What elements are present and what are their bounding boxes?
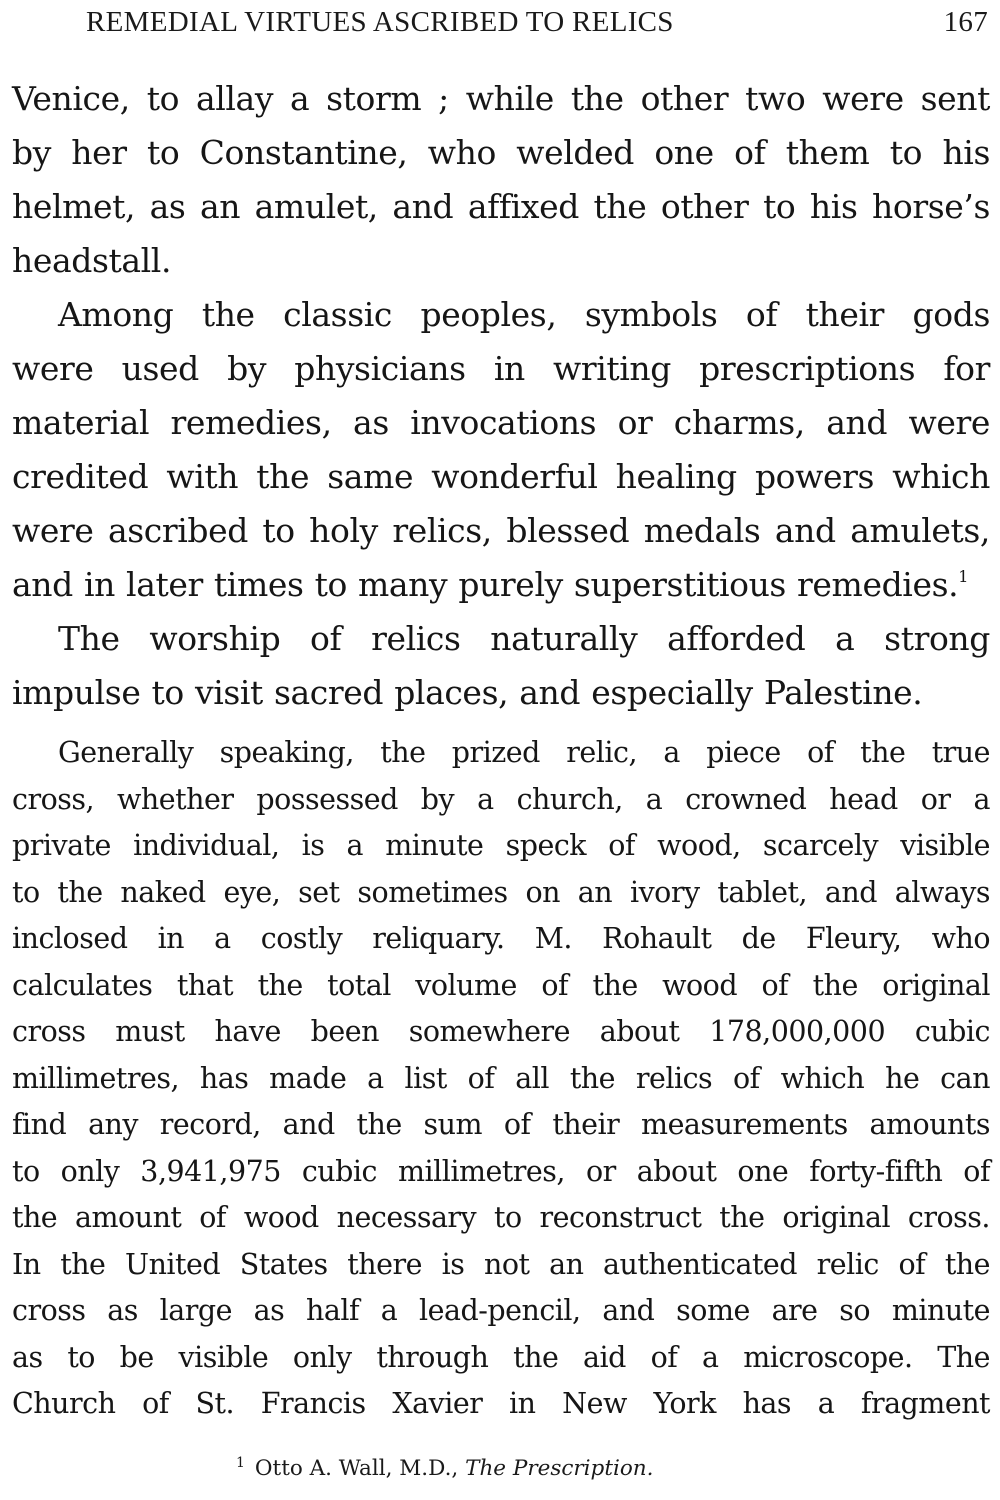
text-line: millimetres, has made a list of all the relics of which he can	[12, 1061, 990, 1095]
text-line: private individual, is a minute speck of wood, scarcely visible	[12, 829, 990, 862]
text-line: calculates that the total volume of the wood of the original	[12, 968, 990, 1002]
text-line: Generally speaking, the prized relic, a piece of the true	[58, 736, 990, 769]
text-line: impulse to visit sacred places, and especially Palestine.	[12, 673, 923, 712]
text-line: cross as large as half a lead-pencil, and some are so minute	[12, 1294, 990, 1327]
running-title: REMEDIAL VIRTUES ASCRIBED TO RELICS	[86, 6, 674, 38]
text-line: as to be visible only through the aid of a microscope. The	[12, 1340, 990, 1374]
text-line: by her to Constantine, who welded one of them to his	[12, 133, 990, 172]
text-line: Venice, to allay a storm ; while the other two were sent	[12, 79, 990, 118]
footnote-author: Otto A. Wall, M.D.,	[254, 1456, 459, 1481]
large-type-text	[12, 72, 990, 720]
text-line: credited with the same wonderful healing powers which	[12, 457, 990, 496]
text-line: were ascribed to holy relics, blessed medals and amulets,	[12, 511, 990, 550]
text-line: Among the classic peoples, symbols of their gods	[58, 295, 990, 334]
footnote	[236, 1455, 936, 1481]
text-line: were used by physicians in writing prescriptions for	[12, 349, 990, 388]
text-line: the amount of wood necessary to reconstruct the original cross.	[12, 1201, 990, 1234]
text-line: to only 3,941,975 cubic millimetres, or about one forty-fifth of	[12, 1154, 990, 1188]
text-line: In the United States there is not an authenticated relic of the	[12, 1247, 990, 1281]
footnote-marker: 1	[236, 1455, 245, 1471]
footnote-work-title: The Prescription.	[465, 1456, 654, 1481]
text-line: inclosed in a costly reliquary. M. Rohault de Fleury, who	[12, 922, 990, 955]
text-line-content: and in later times to many purely superstitious remedies.	[12, 565, 959, 604]
text-line: to the naked eye, set sometimes on an ivory tablet, and always	[12, 875, 990, 909]
footnote-reference: 1	[958, 567, 968, 586]
text-line: cross must have been somewhere about 178,000,000 cubic	[12, 1015, 990, 1048]
text-line: find any record, and the sum of their measurements amounts	[12, 1108, 990, 1141]
text-line: Church of St. Francis Xavier in New York has a fragment	[12, 1387, 990, 1420]
text-line: cross, whether possessed by a church, a crowned head or a	[12, 782, 990, 816]
page-number: 167	[943, 6, 988, 38]
text-line: material remedies, as invocations or charms, and were	[12, 403, 990, 442]
text-line: helmet, as an amulet, and affixed the other to his horse’s	[12, 187, 990, 226]
text-line: headstall.	[12, 241, 172, 280]
text-line-with-note	[12, 558, 990, 612]
small-type-text	[12, 730, 990, 1428]
text-line: The worship of relics naturally afforded a strong	[58, 619, 990, 658]
running-header	[86, 6, 988, 46]
